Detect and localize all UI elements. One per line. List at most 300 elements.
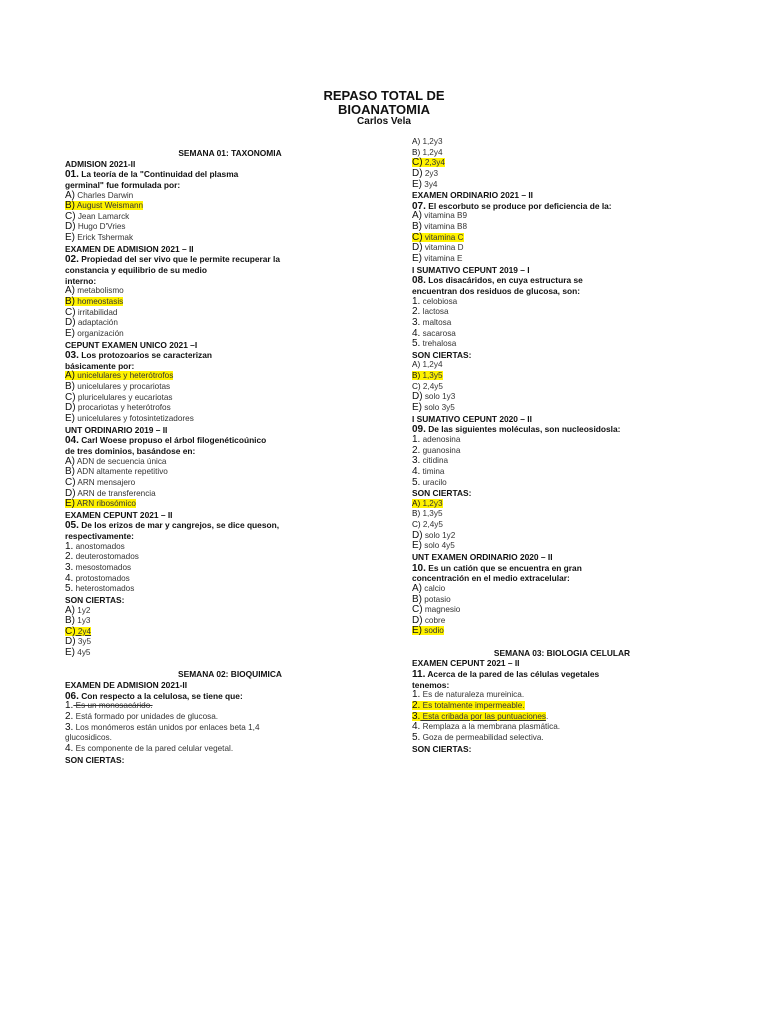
line-content: [412, 286, 580, 296]
item-text: encuentran dos residuos de glucosa, son:: [412, 285, 580, 296]
item-text: guanosina: [420, 445, 461, 455]
item-marker: 02.: [65, 254, 79, 266]
line-content: [412, 531, 455, 540]
answer-option: [412, 254, 712, 265]
left-column: [65, 148, 395, 765]
item-marker: 5.: [412, 731, 421, 743]
section-heading: [65, 669, 395, 680]
answer-option: [412, 329, 712, 340]
line-content: [65, 531, 134, 541]
line-content: [412, 435, 460, 444]
answer-option: [412, 626, 712, 637]
exam-label: [412, 658, 712, 669]
line-content: [65, 584, 134, 593]
item-marker: 11.: [412, 669, 426, 681]
item-text: UNT EXAMEN ORDINARIO 2020 – II: [412, 551, 553, 562]
item-marker: C): [412, 231, 423, 243]
question-text: [412, 424, 712, 435]
exam-label: [412, 744, 712, 755]
exam-label: [412, 190, 712, 201]
line-content: [65, 329, 124, 338]
item-text: SON CIERTAS:: [412, 488, 472, 499]
item-marker: E): [412, 625, 422, 637]
item-text: 3y5: [75, 637, 92, 647]
answer-option: [412, 158, 712, 169]
line-content: [412, 392, 455, 401]
item-marker: B): [65, 295, 75, 307]
highlighted-text: [412, 626, 444, 635]
item-text: Con respecto a la celulosa, se tiene que:: [78, 690, 243, 701]
item-text: 2y4: [75, 626, 92, 636]
answer-option: [412, 509, 712, 520]
answer-option: [412, 243, 712, 254]
line-content: [178, 669, 282, 679]
question-text: [412, 680, 712, 691]
item-marker: E): [65, 327, 75, 339]
item-marker: 06.: [65, 690, 79, 702]
item-marker: 2.: [65, 551, 74, 563]
answer-option: [65, 382, 395, 393]
item-text: Es de naturaleza mureinica.: [420, 690, 525, 700]
item-marker: 2.: [412, 444, 421, 456]
answer-option: [65, 371, 395, 382]
answer-option: [65, 318, 395, 329]
item-marker: C): [65, 306, 76, 318]
item-text: SON CIERTAS:: [65, 754, 125, 765]
document-title-line1: REPASO TOTAL DE: [323, 88, 445, 103]
item-text: potasio: [422, 594, 451, 604]
line-content: [65, 637, 91, 646]
answer-option: [65, 201, 395, 212]
answer-option: [412, 520, 712, 531]
item-text: vitamina B9: [422, 211, 468, 221]
line-content: [65, 712, 218, 721]
answer-option: [65, 297, 395, 308]
line-content: [412, 382, 443, 391]
item-marker: 4.: [412, 327, 421, 339]
line-content: [65, 701, 153, 710]
answer-option: [65, 542, 395, 553]
item-text: ARN mensajero: [75, 477, 136, 487]
question-text: [65, 446, 395, 457]
line-content: [65, 510, 173, 520]
line-content: [412, 414, 532, 424]
item-text: 3y4: [422, 179, 438, 189]
answer-option: [412, 584, 712, 595]
exam-label: [65, 340, 395, 351]
item-text: procariotas y heterótrofos: [75, 403, 171, 413]
item-text: SON CIERTAS:: [412, 743, 472, 754]
item-text: Erick Tshermak: [75, 233, 134, 243]
item-text: 2,3y4: [422, 158, 445, 168]
item-text: I SUMATIVO CEPUNT 2020 – II: [412, 413, 532, 424]
answer-option: [65, 606, 395, 617]
line-content: [65, 457, 166, 466]
section-heading: [65, 148, 395, 159]
answer-option: [412, 690, 712, 701]
answer-option: [412, 297, 712, 308]
answer-option: [65, 478, 395, 489]
line-content: [412, 563, 582, 573]
answer-option: [412, 180, 712, 191]
question-text: [65, 180, 395, 191]
line-content: [412, 658, 520, 668]
item-text: unicelulares y procariotas: [75, 382, 171, 392]
item-marker: 10.: [412, 562, 426, 574]
item-text: SON CIERTAS:: [65, 594, 125, 605]
line-content: [412, 488, 471, 498]
item-text: de tres dominios, basándose en:: [65, 445, 196, 456]
answer-option: [412, 382, 712, 393]
line-content: [65, 723, 260, 732]
item-text: lactosa: [420, 307, 449, 317]
item-text: I SUMATIVO CEPUNT 2019 – I: [412, 264, 530, 275]
item-marker: D): [412, 167, 423, 179]
line-content: [65, 552, 139, 561]
highlighted-text: [65, 201, 143, 210]
item-text: vitamina D: [422, 243, 464, 253]
item-marker: 09.: [412, 424, 426, 436]
answer-option: [65, 393, 395, 404]
item-marker: C): [65, 210, 76, 222]
item-text: UNT ORDINARIO 2019 – II: [65, 424, 168, 435]
answer-option: [65, 616, 395, 627]
answer-option: [412, 722, 712, 733]
item-text: maltosa: [420, 317, 452, 327]
item-text: EXAMEN CEPUNT 2021 – II: [65, 509, 173, 520]
item-text: trehalosa: [420, 339, 457, 349]
item-marker: E): [65, 498, 75, 510]
item-marker: B): [65, 200, 75, 212]
exam-label: [65, 159, 395, 170]
exam-label: [412, 350, 712, 361]
line-content: [412, 350, 471, 360]
question-text: [65, 691, 395, 702]
item-text: 1y3: [75, 616, 91, 626]
item-marker: A): [412, 137, 421, 146]
item-marker: C): [412, 604, 423, 616]
item-text: germinal" fue formulada por:: [65, 179, 181, 190]
highlighted-text: [412, 499, 443, 508]
line-content: [65, 520, 279, 530]
item-marker: 1.: [65, 700, 74, 712]
item-text: Carl Woese propuso el árbol filogenéticoúnico: [78, 435, 267, 446]
item-text: unicelulares y fotosintetizadores: [75, 414, 194, 424]
answer-option: [412, 712, 712, 723]
item-text: 1,2y4: [420, 360, 443, 370]
line-content: [65, 286, 124, 295]
item-text: glucosidicos.: [65, 733, 112, 743]
item-text: Jean Lamarck: [75, 211, 130, 221]
item-marker: B): [412, 147, 421, 157]
line-content: [65, 755, 124, 765]
answer-option: [412, 733, 712, 744]
line-content: [65, 733, 112, 742]
answer-option: [65, 489, 395, 500]
item-text: 2,4y5: [420, 381, 443, 391]
item-marker: B): [65, 615, 75, 627]
item-text: Es componente de la pared celular vegetal.: [73, 743, 234, 753]
line-content: [412, 595, 451, 604]
item-marker: A): [412, 210, 422, 222]
line-content: [65, 361, 134, 371]
line-content: [412, 573, 570, 583]
item-marker: C): [412, 157, 423, 169]
item-text: El escorbuto se produce por deficiencia de la:: [425, 200, 612, 211]
answer-option: [65, 286, 395, 297]
line-content: [65, 414, 194, 423]
line-content: [65, 744, 233, 753]
answer-option: [65, 467, 395, 478]
question-text: [65, 520, 395, 531]
answer-option: [65, 499, 395, 510]
answer-option: [65, 584, 395, 595]
line-content: [65, 467, 168, 476]
item-marker: C): [65, 476, 76, 488]
line-content: [65, 403, 171, 412]
document-author: Carlos Vela: [357, 116, 411, 127]
answer-option: [412, 360, 712, 371]
item-marker: 1.: [412, 295, 421, 307]
item-marker: B): [65, 466, 75, 478]
line-content: [412, 722, 560, 731]
item-text: 1y2: [75, 605, 91, 615]
question-text: [412, 275, 712, 286]
line-content: [412, 456, 448, 465]
item-marker: 4.: [65, 572, 74, 584]
item-marker: E): [65, 647, 75, 659]
exam-label: [412, 552, 712, 563]
item-text: constancia y equilibrio de su medio: [65, 265, 207, 276]
item-marker: 04.: [65, 435, 79, 447]
line-content: [65, 340, 197, 350]
line-content: [412, 733, 544, 742]
line-content: [494, 648, 630, 658]
item-text: Acerca de la pared de las células vegetales: [425, 669, 600, 680]
item-text: Goza de permeabilidad selectiva.: [420, 732, 544, 742]
item-marker: 05.: [65, 520, 79, 532]
line-content: [65, 382, 170, 391]
item-marker: A): [65, 189, 75, 201]
item-text: EXAMEN DE ADMISION 2021-II: [65, 680, 188, 691]
highlighted-text: [412, 371, 443, 380]
item-text: Los monómeros están unidos por enlaces beta 1,4: [73, 722, 260, 732]
item-marker: E): [412, 402, 422, 414]
line-content: [65, 446, 195, 456]
item-text: unicelulares y heterótrofos: [75, 371, 174, 381]
line-content: [412, 669, 599, 679]
item-text: solo 1y2: [422, 530, 456, 540]
item-marker: A): [412, 498, 421, 508]
item-text: ADN altamente repetitivo: [75, 467, 168, 477]
item-text: uracilo: [420, 477, 447, 487]
item-tail: .: [545, 711, 549, 721]
item-marker: C): [65, 391, 76, 403]
answer-option: [412, 605, 712, 616]
answer-option: [65, 733, 395, 744]
item-marker: D): [412, 614, 423, 626]
item-marker: A): [412, 360, 421, 370]
line-content: [412, 169, 438, 178]
item-marker: D): [65, 402, 76, 414]
answer-option: [412, 446, 712, 457]
answer-option: [65, 233, 395, 244]
item-text: ADMISION 2021-II: [65, 158, 136, 169]
line-content: [412, 180, 437, 189]
item-marker: B): [412, 371, 421, 381]
item-text: tenemos:: [412, 679, 450, 690]
item-text: SEMANA 02: BIOQUIMICA: [178, 669, 282, 680]
line-content: [412, 360, 443, 369]
answer-option: [65, 414, 395, 425]
question-text: [65, 254, 395, 265]
highlighted-text: [412, 710, 549, 722]
item-marker: D): [65, 221, 76, 233]
line-content: [65, 222, 126, 231]
answer-option: [412, 222, 712, 233]
item-marker: D): [65, 487, 76, 499]
line-content: [412, 541, 455, 550]
item-text: timina: [420, 466, 445, 476]
item-text: protostomados: [73, 573, 130, 583]
exam-label: [65, 425, 395, 436]
answer-option: [412, 595, 712, 606]
exam-label: [412, 414, 712, 425]
item-text: SEMANA 01: TAXONOMIA: [178, 148, 282, 158]
line-content: [412, 446, 460, 455]
exam-label: [65, 595, 395, 606]
question-text: [412, 563, 712, 574]
item-text: EXAMEN ORDINARIO 2021 – II: [412, 190, 534, 201]
item-text: organización: [75, 328, 124, 338]
answer-option: [65, 191, 395, 202]
line-content: [412, 275, 583, 285]
line-content: [65, 276, 96, 286]
item-text: solo 4y5: [422, 541, 455, 551]
answer-option: [412, 392, 712, 403]
item-marker: B): [412, 509, 421, 519]
question-text: [412, 201, 712, 212]
item-text: sacarosa: [420, 328, 456, 338]
answer-option: [65, 627, 395, 638]
item-text: Charles Darwin: [75, 190, 134, 200]
item-marker: 5.: [412, 476, 421, 488]
question-text: [65, 276, 395, 287]
question-text: [412, 573, 712, 584]
line-content: [65, 318, 118, 327]
answer-option: [65, 329, 395, 340]
item-marker: 01.: [65, 169, 79, 181]
highlighted-text: [65, 627, 91, 636]
exam-label: [65, 680, 395, 691]
question-text: [65, 265, 395, 276]
question-text: [65, 531, 395, 542]
item-text: homeostasis: [75, 296, 124, 306]
item-marker: C): [65, 625, 76, 637]
item-marker: 3.: [65, 561, 74, 573]
highlighted-text: [412, 233, 464, 242]
item-text: Remplaza a la membrana plasmática.: [420, 722, 561, 732]
item-text: Hugo D'Vries: [75, 222, 126, 232]
line-content: [65, 265, 207, 275]
item-marker: D): [65, 636, 76, 648]
line-content: [412, 307, 449, 316]
item-text: Propiedad del ser vivo que le permite recuperar la: [78, 254, 280, 265]
item-text: EXAMEN DE ADMISION 2021 – II: [65, 243, 194, 254]
item-marker: 3.: [412, 710, 421, 722]
item-text: sodio: [422, 626, 444, 636]
item-marker: E): [412, 540, 422, 552]
item-marker: 2.: [412, 306, 421, 318]
item-text: vitamina B8: [422, 222, 468, 232]
line-content: [65, 425, 167, 435]
answer-option: [65, 701, 395, 712]
answer-option: [412, 701, 712, 712]
line-content: [65, 254, 280, 264]
line-content: [65, 595, 124, 605]
item-text: 1,2y4: [420, 147, 443, 157]
answer-option: [65, 648, 395, 659]
item-text: Es un catión que se encuentra en gran: [425, 562, 582, 573]
item-text: 2,4y5: [420, 520, 443, 530]
item-text: solo 1y3: [422, 392, 456, 402]
line-content: [412, 329, 456, 338]
item-marker: B): [412, 221, 422, 233]
item-marker: 3.: [65, 721, 74, 733]
section-heading: [412, 648, 712, 659]
item-marker: 08.: [412, 275, 426, 287]
answer-option: [412, 616, 712, 627]
answer-option: [65, 712, 395, 723]
question-text: [65, 169, 395, 180]
line-content: [65, 191, 133, 200]
answer-option: [412, 318, 712, 329]
item-text: irritabilidad: [75, 307, 118, 317]
line-content: [178, 148, 281, 158]
item-marker: 4.: [65, 742, 74, 754]
item-text: solo 3y5: [422, 403, 455, 413]
item-text: La teoría de la "Continuidad del plasma: [78, 169, 239, 180]
line-content: [412, 201, 612, 211]
item-marker: E): [412, 178, 422, 190]
answer-option: [412, 403, 712, 414]
line-content: [65, 233, 133, 242]
line-content: [65, 308, 117, 317]
item-marker: A): [65, 285, 75, 297]
line-content: [412, 318, 451, 327]
answer-option: [65, 574, 395, 585]
line-content: [65, 542, 125, 551]
line-content: [65, 616, 90, 625]
line-content: [412, 680, 449, 690]
line-content: [412, 137, 443, 146]
item-marker: 1.: [412, 689, 421, 701]
item-marker: 2.: [412, 699, 421, 711]
item-text: mesostomados: [73, 562, 132, 572]
item-marker: 4.: [412, 721, 421, 733]
line-content: [412, 744, 471, 754]
line-content: [65, 648, 90, 657]
highlighted-text: [412, 158, 445, 167]
answer-option: [65, 552, 395, 563]
line-content: [65, 489, 156, 498]
item-text: celobiosa: [420, 296, 458, 306]
item-text: pluricelulares y eucariotas: [75, 392, 173, 402]
line-content: [412, 467, 444, 476]
item-marker: A): [65, 455, 75, 467]
item-marker: D): [412, 242, 423, 254]
answer-option: [412, 339, 712, 350]
